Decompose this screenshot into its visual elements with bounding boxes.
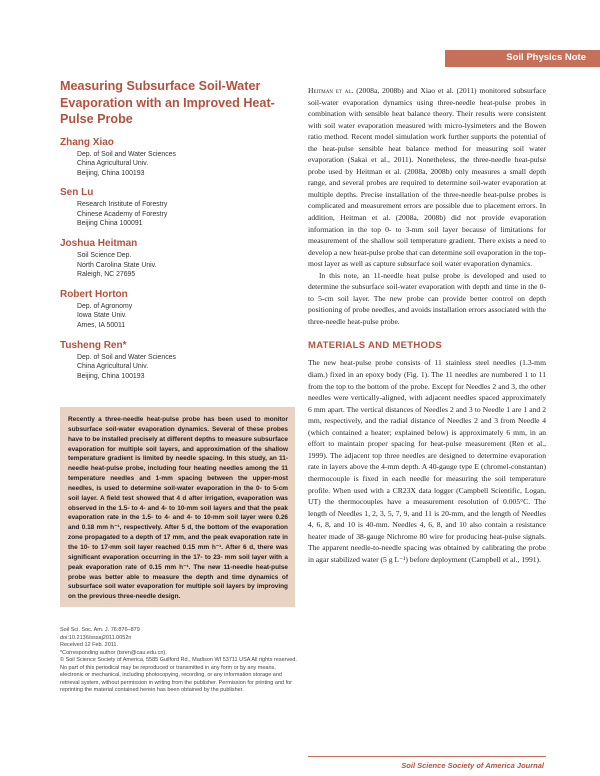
author-block	[60, 136, 295, 179]
affiliation-line: Dep. of Soil and Water Sciences	[77, 353, 176, 361]
affiliation-line: North Carolina State Univ.	[77, 261, 157, 269]
abstract-box	[60, 407, 295, 607]
body-paragraph	[308, 85, 546, 270]
author-name: Joshua Heitman	[60, 238, 138, 250]
section-heading: MATERIALS AND METHODS	[308, 340, 443, 352]
author-affiliation	[60, 353, 295, 382]
author-block	[60, 237, 295, 280]
body-column	[308, 85, 546, 565]
affiliation-line: Beijing, China 100193	[77, 372, 145, 380]
affiliation-line: Ames, IA 50011	[77, 322, 126, 330]
top-margin	[0, 0, 600, 12]
article-title: Measuring Subsurface Soil-Water Evaporation with an Improved Heat-Pulse Probe	[60, 79, 275, 126]
author-affiliation	[60, 200, 295, 229]
author-affiliation	[60, 302, 295, 331]
author-name: Robert Horton	[60, 288, 128, 300]
author-affiliation	[60, 150, 295, 179]
lead-authors: Heitman et al.	[308, 86, 354, 95]
abstract-text: Recently a three-needle heat-pulse probe has been used to monitor subsurface soil-water evaporation dynamics. Several of these probes have to be installed precisely at different depths to measure subsurface evaporation for multiple soil layers, and approximation of the shallow temperature gradient is limited by needle spacing. In this study, an 11-needle heat-pulse probe, including four heating needles among the 11 temperature needles and 1-mm spacing between the upper-most needles, is used to determine soil-water evaporation in the 0- to 5-cm soil layer. A field test showed that 4 d after irrigation, evaporation was observed in the 1.5- to 4- and 4- to 10-mm soil layers and that the peak evaporation rate in the 1.5- to 4- and 4- to 10-mm soil layer were 0.26 and 0.18 mm h⁻¹, respectively. After 5 d, the bottom of the evaporation zone propagated to a depth of 17 mm, and the peak evaporation rate in the 10- to 17-mm soil layer reached 0.15 mm h⁻¹. After 6 d, there was significant evaporation occurring in the 17- to 23- mm soil layer with a peak evaporation rate of 0.15 mm h⁻¹. The new 11-needle heat-pulse probe was better able to measure the depth and time dynamics of subsurface soil water evaporation for multiple soil layers by improving on the previous three-needle design.	[68, 416, 288, 601]
footer-rule	[308, 756, 546, 757]
author-affiliation	[60, 251, 295, 280]
author-block	[60, 288, 295, 331]
affiliation-line: Beijing China 100091	[77, 220, 143, 228]
corresponding-author: *Corresponding author (tsren@cau.edu.cn).	[60, 649, 167, 656]
affiliation-line: Dep. of Soil and Water Sciences	[77, 150, 176, 158]
affiliation-line: Research Institute of Forestry	[77, 201, 168, 209]
body-paragraph: The new heat-pulse probe consists of 11 stainless steel needles (1.3-mm diam.) fixed in an epoxy body (Fig. 1). The 11 needles are numbered 1 to 11 from the top to the bottom of the probe. Except for Needles 2 and 3, the other needles were vertically-aligned, with adjacent needles spaced approximately 6 mm apart. The vertical distances of Needles 2 and 3 to Needle 1 are 1 and 2 mm, respectively, and the radial distance of Needles 2 and 3 from Needle 4 (which contained a heater; explained below) is approximately 6 mm, in an effort to maintain proper spacing for heat-pulse measurement (Ren et al., 1999). The adjacent top three needles are designed to determine evaporation rate in layers above the 4-mm depth. A 40-gauge type E (chromel-constantan) thermocouple is fixed in each needle for measuring the soil temperature profile. When used with a CR23X data logger (Campbell Scientific, Logan, UT) the thermocouples have a measurement resolution of 0.005°C. The length of Needles 1, 2, 3, 5, 7, 9, and 11 is 20-mm, and the length of Needles 4, 6, 8, and 10 is 40-mm. Needles 4, 6, 8, and 10 also contain a resistance heater made of 38-gauge Nichrome 80 wire for producing heat-pulse signals. The apparent needle-to-needle spacing was obtained by calibrating the probe in agar stabilized water (5 g L⁻¹) before deployment (Campbell et al., 1991).	[308, 358, 546, 564]
journal-name: Soil Science Society of America Journal	[401, 761, 544, 770]
affiliation-line: China Agricultural Univ.	[77, 363, 149, 371]
copyright-notice: © Soil Science Society of America, 5585 Guilford Rd., Madison WI 53711 USA All rights reserved. No part of this periodical may be reproduced or transmitted in any form or by any means, electronic or mechanical, including photocopying, recording, or any information storage and retrieval system, without permission in writing from the publisher. Permission for printing and for reprinting the material contained herein has been obtained by the publisher.	[60, 657, 297, 694]
section-tag-label: Soil Physics Note	[506, 52, 586, 63]
body-paragraph: In this note, an 11-needle heat pulse probe is developed and used to determine the subsurface soil-water evaporation with depth and time in the 0- to 5-cm soil layer. The new probe can provide better control on depth positioning of probe needles, and avoids installation errors associated with the three-needle heat-pulse probe.	[308, 270, 546, 326]
doi: doi:10.2136/sssaj2011.0052n	[60, 634, 132, 641]
front-matter	[60, 74, 295, 381]
section-tag	[445, 50, 600, 67]
affiliation-line: Chinese Academy of Forestry	[77, 210, 168, 218]
affiliation-line: China Agricultural Univ.	[77, 160, 149, 168]
citation: Soil Sci. Soc. Am. J. 76:876–879	[60, 627, 140, 633]
affiliation-line: Beijing, China 100193	[77, 169, 145, 177]
footnotes	[60, 627, 300, 695]
paragraph-text: (2008a, 2008b) and Xiao et al. (2011) monitored subsurface soil-water evaporation dynamics using three-needle heat-pulse probes in combination with sensible heat balance theory. Their results were consistent with soil water evaporation measured with micro-lysimeters and the Bowen ratio method. Recent model simulation work further supports the potential of the heat-pulse sensible heat balance method for measuring soil water evaporation (Sakai et al., 2011). Nonetheless, the three-needle heat-pulse probe used by Heitman et al. (2008a, 2008b) only measures a small depth range, and several probes are required to determine soil-water evaporation at multiple depths. Precise installation of the three-needle heat-pulse probes is complicated and measurement errors are possible due to placement errors. In addition, Heitman et al. (2008a, 2008b) did not provide evaporation information in the top 0- to 3-mm soil layer because of limitations for measurement of the shallow soil temperature gradient. There exists a need to develop a new heat-pulse probe that can determine soil evaporation in the top-most layer as well as capture subsurface soil water evaporation dynamics.	[308, 86, 546, 269]
author-name: Zhang Xiao	[60, 136, 114, 148]
affiliation-line: Raleigh, NC 27695	[77, 271, 136, 279]
received-date: Received 12 Feb. 2011.	[60, 642, 118, 649]
author-name: Tusheng Ren*	[60, 339, 127, 351]
affiliation-line: Dep. of Agronomy	[77, 302, 133, 310]
author-name: Sen Lu	[60, 187, 94, 199]
author-block	[60, 186, 295, 229]
author-block	[60, 339, 295, 382]
affiliation-line: Iowa State Univ.	[77, 312, 127, 320]
affiliation-line: Soil Science Dep.	[77, 252, 132, 260]
